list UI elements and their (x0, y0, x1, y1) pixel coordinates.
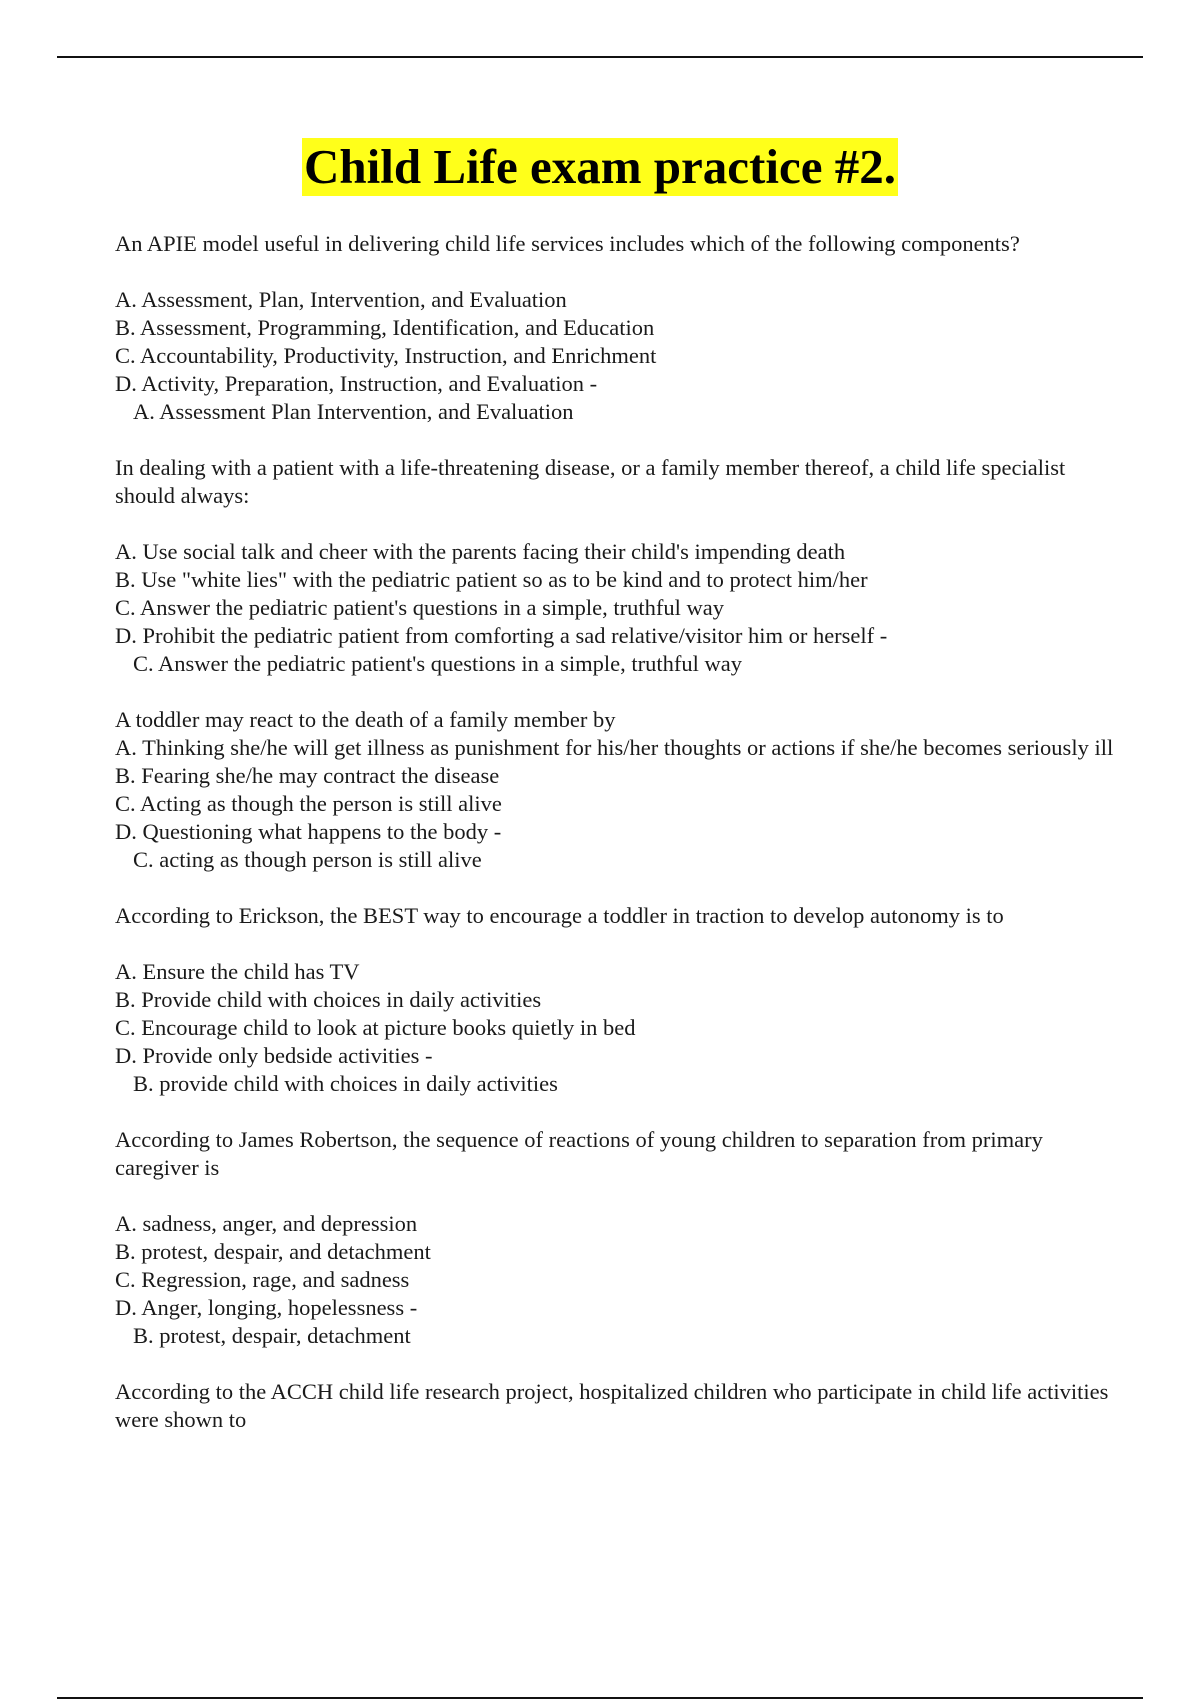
option-b: B. Provide child with choices in daily activities (115, 987, 542, 1012)
title-container (0, 138, 1200, 196)
option-c: C. Regression, rage, and sadness (115, 1267, 410, 1292)
option-a: A. Ensure the child has TV (115, 959, 360, 984)
question-text: A toddler may react to the death of a family member by (115, 707, 616, 732)
question-options-4 (115, 958, 1115, 1098)
option-c: C. Acting as though the person is still alive (115, 791, 502, 816)
option-b: B. Assessment, Programming, Identification, and Education (115, 315, 655, 340)
question-prompt-1 (115, 230, 1115, 258)
question-prompt-2 (115, 454, 1115, 510)
question-text: According to the ACCH child life research project, hospitalized children who participate in child life activities were shown to (115, 1379, 1109, 1432)
option-a: A. sadness, anger, and depression (115, 1211, 418, 1236)
top-rule (57, 56, 1143, 58)
option-d: D. Activity, Preparation, Instruction, and Evaluation - (115, 371, 598, 396)
question-options-5 (115, 1210, 1115, 1350)
option-c: C. Answer the pediatric patient's questions in a simple, truthful way (115, 595, 724, 620)
option-a: A. Use social talk and cheer with the parents facing their child's impending death (115, 539, 846, 564)
question-text: According to James Robertson, the sequence of reactions of young children to separation from primary caregiver is (115, 1127, 1043, 1180)
question-prompt-5 (115, 1126, 1115, 1182)
option-c: C. Encourage child to look at picture books quietly in bed (115, 1015, 636, 1040)
option-d: D. Provide only bedside activities - (115, 1043, 433, 1068)
question-prompt-4 (115, 902, 1115, 930)
question-options-1 (115, 286, 1115, 426)
question-3 (115, 706, 1115, 874)
option-a: A. Assessment, Plan, Intervention, and Evaluation (115, 287, 567, 312)
answer-text: B. protest, despair, detachment (133, 1323, 411, 1348)
option-d: D. Prohibit the pediatric patient from comforting a sad relative/visitor him or herself - (115, 623, 888, 648)
option-b: B. protest, despair, and detachment (115, 1239, 431, 1264)
option-d: D. Anger, longing, hopelessness - (115, 1295, 418, 1320)
bottom-rule (57, 1697, 1143, 1699)
document-body (115, 230, 1115, 1462)
option-d: D. Questioning what happens to the body - (115, 819, 502, 844)
option-c: C. Accountability, Productivity, Instruction, and Enrichment (115, 343, 657, 368)
page-title: Child Life exam practice #2. (304, 139, 896, 194)
question-text: According to Erickson, the BEST way to encourage a toddler in traction to develop autonomy is to (115, 903, 1004, 928)
answer-text: B. provide child with choices in daily activities (133, 1071, 558, 1096)
answer-text: C. acting as though person is still alive (133, 847, 482, 872)
answer-text: A. Assessment Plan Intervention, and Evaluation (133, 399, 574, 424)
option-b: B. Fearing she/he may contract the disease (115, 763, 500, 788)
option-b: B. Use "white lies" with the pediatric patient so as to be kind and to protect him/her (115, 567, 868, 592)
question-prompt-6 (115, 1378, 1115, 1434)
question-text: An APIE model useful in delivering child life services includes which of the following components? (115, 231, 1020, 256)
answer-text: C. Answer the pediatric patient's questions in a simple, truthful way (133, 651, 742, 676)
option-a: A. Thinking she/he will get illness as punishment for his/her thoughts or actions if she/he becomes seriously ill (115, 735, 1114, 760)
question-text: In dealing with a patient with a life-threatening disease, or a family member thereof, a child life specialist should always: (115, 455, 1066, 508)
question-options-2 (115, 538, 1115, 678)
